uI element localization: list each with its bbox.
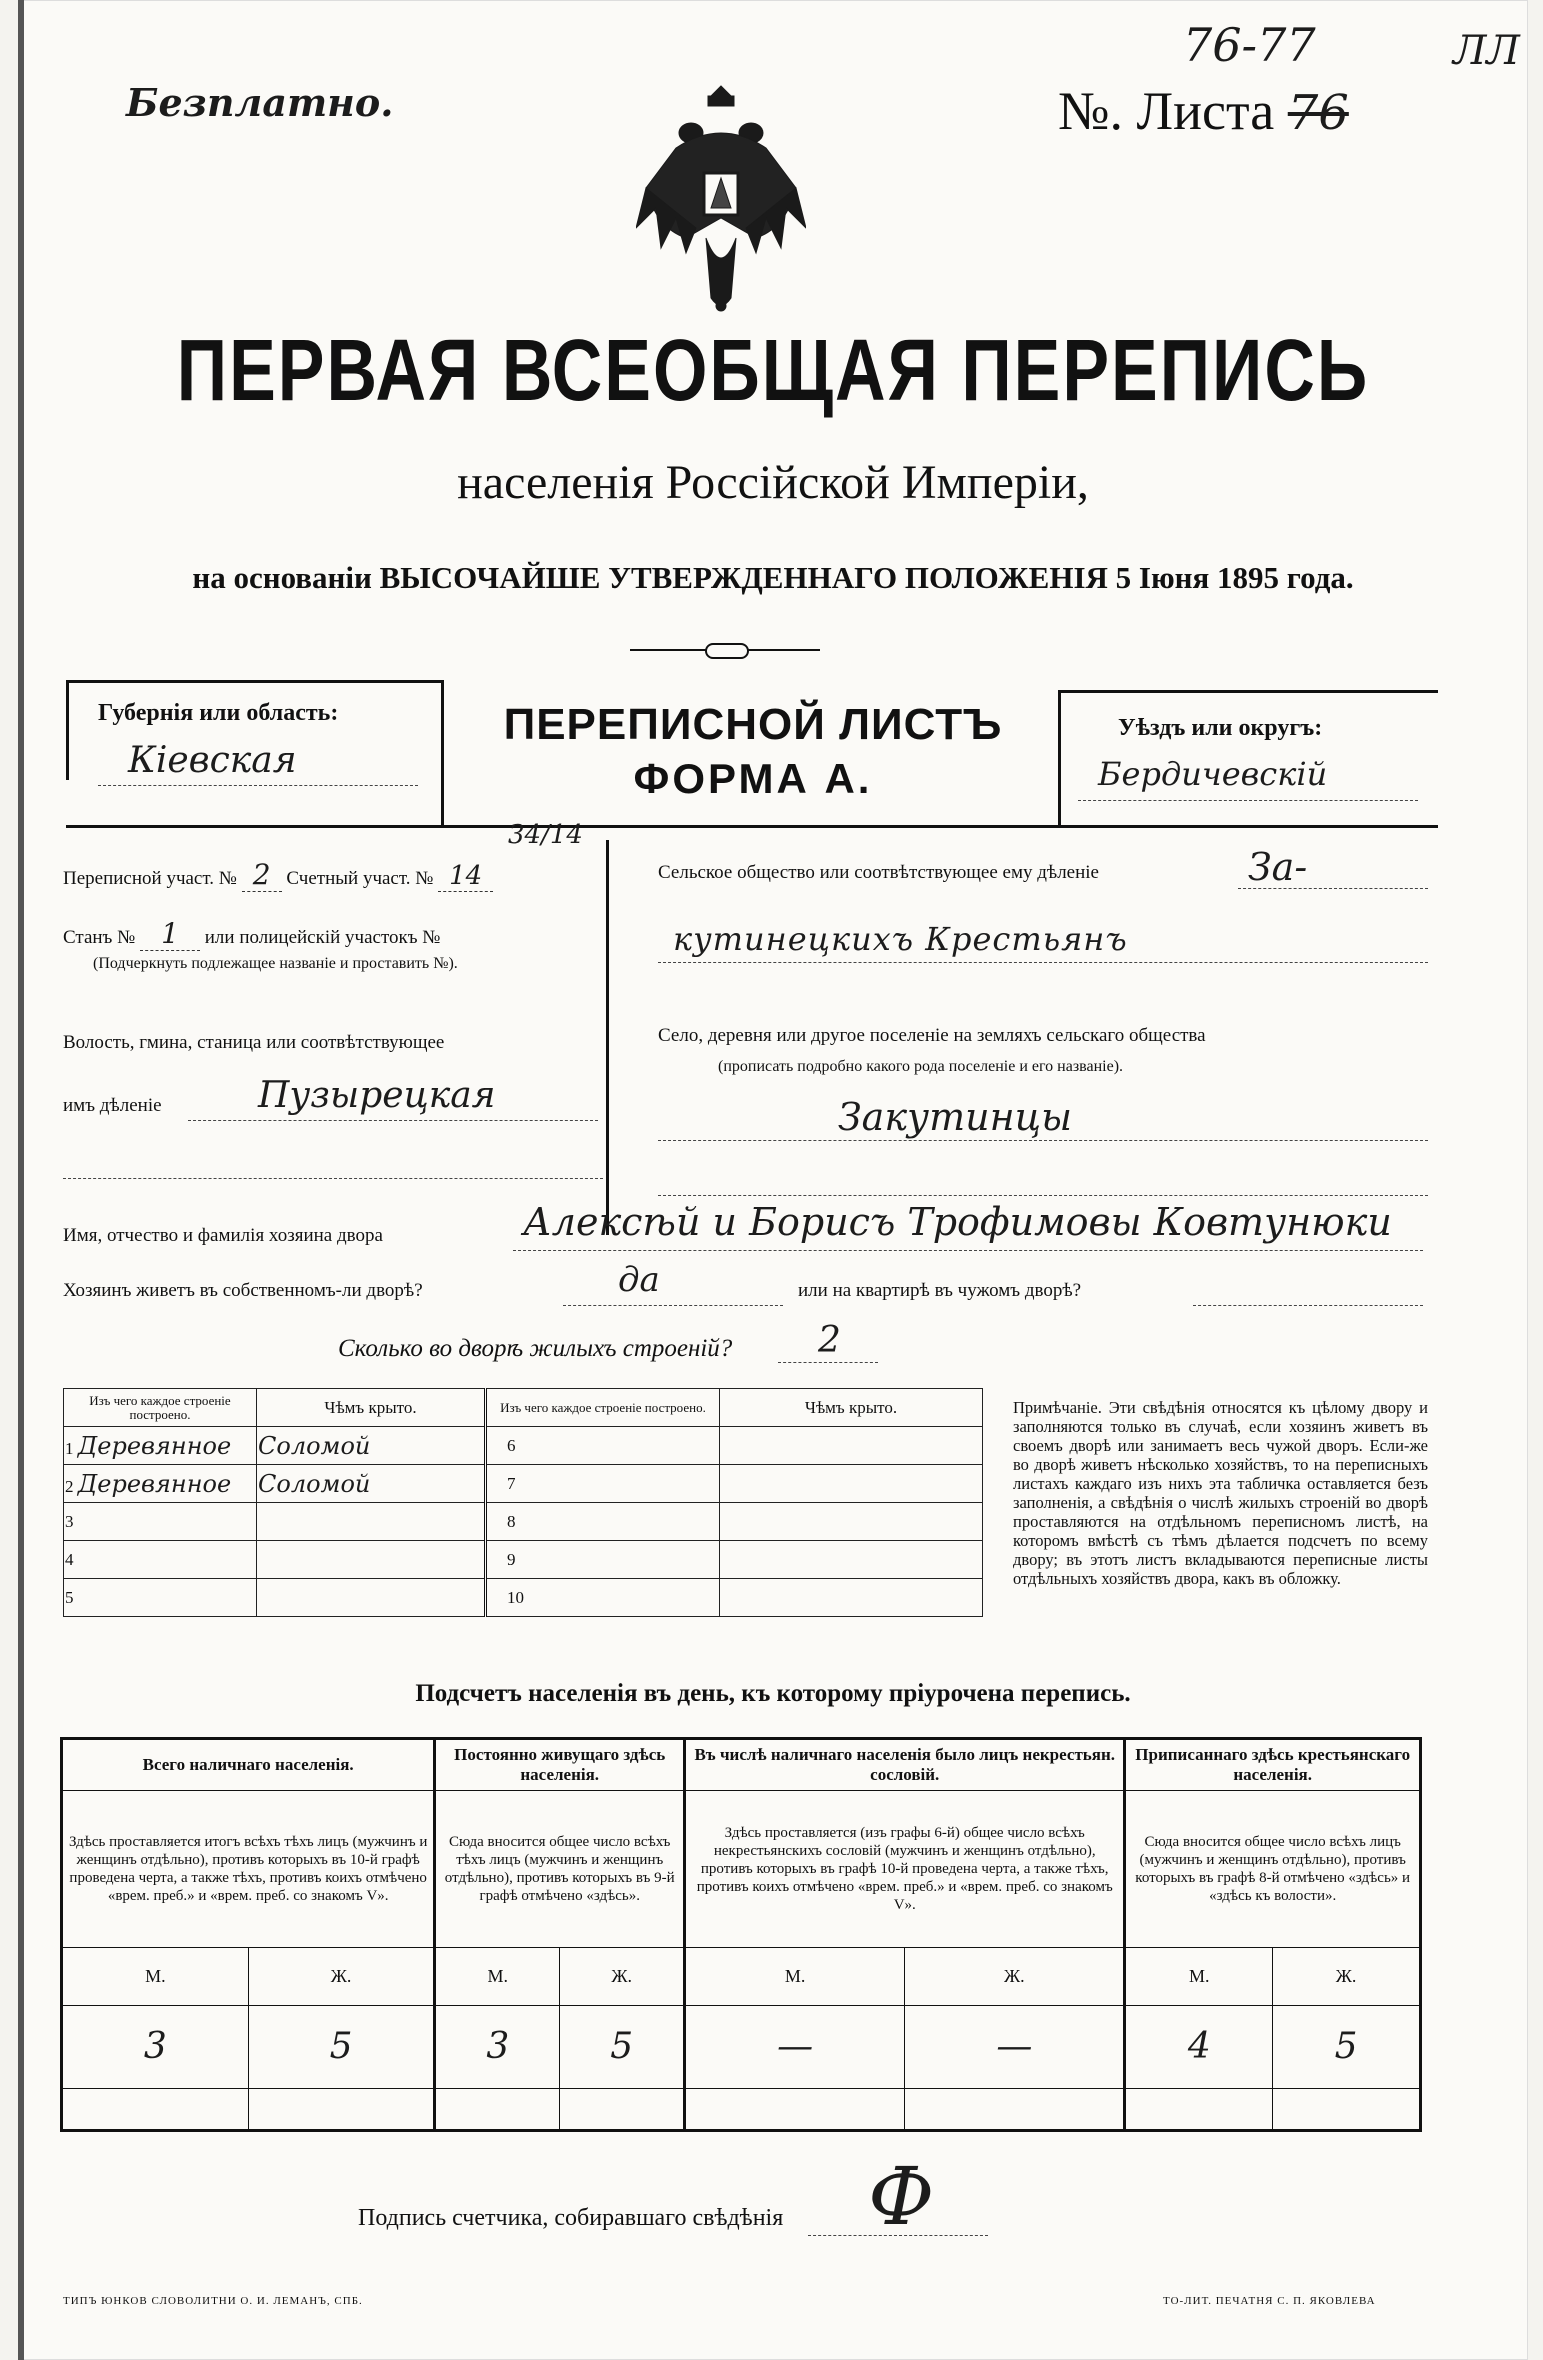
empty-cell [905, 2089, 1125, 2131]
ornament-divider [630, 643, 820, 657]
volost-value: Пузырецкая [258, 1075, 496, 1116]
table-row [64, 1503, 983, 1541]
signature-value: Ф [868, 2150, 935, 2243]
printer-left: ТИПЪ ЮНКОВ СЛОВОЛИТНИ О. И. ЛЕМАНЪ, СПБ. [63, 2295, 363, 2307]
permanent-m-value: 3 [435, 2005, 560, 2089]
m-label: М. [685, 1948, 905, 2005]
rule [778, 1362, 878, 1363]
society-value-2: кутинецкихъ Крестьянъ [673, 920, 1128, 958]
roof-value: Соломой [257, 1427, 486, 1465]
province-label: Губернія или область: [98, 700, 339, 726]
empty-cell [1125, 2089, 1273, 2131]
empty-cell [248, 2089, 435, 2131]
f-label: Ж. [1273, 1948, 1421, 2005]
rent-yard-label: или на квартирѣ въ чужомъ дворѣ? [798, 1280, 1082, 1301]
count-col-desc-non-peasant: Здѣсь проставляется (изъ графы 6-й) общее число всѣхъ некрестьянскихъ сословій (мужчинъ и женщинъ отдѣльно), противъ которыхъ въ графѣ 10-й проведена черта, а также тѣхъ, противъ коихъ отмѣчено «врем. преб.» и «врем. преб. со знакомъ V». [685, 1791, 1125, 1948]
roof-value [257, 1579, 486, 1617]
roof-value [720, 1541, 983, 1579]
buildings-table [63, 1388, 983, 1617]
roof-value [720, 1579, 983, 1617]
f-label: Ж. [560, 1948, 685, 2005]
society-label: Сельское общество или соотвѣтствующее ему дѣленіе [658, 862, 1099, 883]
row-number: 2 [65, 1476, 74, 1496]
count-col-head-peasant: Приписаннаго здѣсь крестьянскаго населенія. [1125, 1739, 1421, 1791]
row-number: 5 [65, 1587, 74, 1607]
table-row [64, 1427, 983, 1465]
count-col-desc-permanent: Сюда вносится общее число всѣхъ тѣхъ лицъ (мужчинъ и женщинъ отдѣльно), противъ которыхъ въ 9-й графѣ отмѣчено «здѣсь». [435, 1791, 685, 1948]
rule [98, 785, 418, 786]
rule [66, 680, 441, 683]
rule [1238, 888, 1428, 889]
roof-value [257, 1541, 486, 1579]
count-section-value: 14 [438, 861, 493, 892]
roof-value [720, 1503, 983, 1541]
f-label: Ж. [905, 1948, 1125, 2005]
village-value: Закутинцы [838, 1095, 1073, 1139]
police-label: или полицейскій участокъ № [204, 927, 441, 948]
sheet-number-value: 76 [1287, 85, 1349, 141]
empty-cell [62, 2089, 249, 2131]
row-number: 9 [486, 1541, 720, 1579]
row-number: 7 [486, 1465, 720, 1503]
table-row [64, 1541, 983, 1579]
rule [606, 840, 609, 1235]
col-material-header: Изъ чего каждое строеніе построено. [64, 1389, 257, 1427]
free-label: Безплатно. [126, 80, 394, 125]
rule [658, 1140, 1428, 1141]
rule [513, 1250, 1423, 1251]
roof-value [257, 1503, 486, 1541]
owner-name-value: Алексѣй и Борисъ Трофимовы Ковтунюки [523, 1200, 1392, 1244]
peasant-m-value: 4 [1125, 2005, 1273, 2089]
village-label: Село, деревня или другое поселеніе на земляхъ сельскаго общества [658, 1025, 1206, 1046]
form-type: ФОРМА А. [633, 755, 873, 802]
rule [66, 680, 69, 780]
printer-right: ТО-ЛИТ. ПЕЧАТНЯ С. П. ЯКОВЛЕВА [1163, 2295, 1376, 2307]
note-text: Примѣчаніе. Эти свѣдѣнія относятся къ цѣлому двору и заполняются только въ случаѣ, если хозяинъ живетъ въ своемъ дворѣ или занимаетъ весь чужой дворъ. Если-же во дворѣ живетъ нѣсколько хозяйствъ, то на переписныхъ листахъ каждаго изъ нихъ эта табличка оставляется безъ заполненія, а свѣдѣнія о числѣ жилыхъ строеній во дворѣ проставляются на отдѣльномъ переписномъ листѣ, на которомъ вмѣстѣ съ тѣмъ дѣлается подсчетъ по всему двору; въ этотъ листъ вкладываются переписные листы отдѣльныхъ хозяйствъ двора, какъ въ обложку. [1013, 1398, 1428, 1588]
rule [658, 1195, 1428, 1196]
census-section-value: 2 [242, 858, 282, 892]
count-section-label: Счетный участ. № [286, 868, 434, 889]
province-value: Кіевская [128, 740, 297, 781]
census-section-label: Переписной участ. № [63, 868, 237, 889]
count-col-head-permanent: Постоянно живущаго здѣсь населенія. [435, 1739, 685, 1791]
buildings-value: 2 [818, 1320, 841, 1361]
volost-label-2: имъ дѣленіе [63, 1095, 162, 1116]
legal-basis: на основаніи ВЫСОЧАЙШЕ УТВЕРЖДЕННАГО ПОЛОЖЕНІЯ 5 Іюня 1895 года. [192, 560, 1354, 595]
rule [63, 1178, 603, 1179]
binding-edge [18, 0, 24, 2360]
roof-value [720, 1427, 983, 1465]
row-number: 6 [486, 1427, 720, 1465]
sheet-number-block [1058, 80, 1349, 142]
total-f-value: 5 [248, 2005, 435, 2089]
census-section-row [63, 858, 493, 892]
row-number: 8 [486, 1503, 720, 1541]
f-label: Ж. [248, 1948, 435, 2005]
rule [563, 1305, 783, 1306]
roof-value: Соломой [257, 1465, 486, 1503]
stan-label: Станъ № [63, 927, 136, 948]
rule [66, 825, 1438, 828]
society-value: За- [1248, 845, 1308, 889]
volost-label: Волость, гмина, станица или соотвѣтствующее [63, 1032, 445, 1053]
rule [1058, 690, 1438, 693]
count-title: Подсчетъ населенія въ день, къ которому пріурочена перепись. [415, 1680, 1131, 1707]
rule [441, 680, 444, 825]
sheet-number-corrected: 76-77 [1183, 18, 1316, 72]
empty-cell [435, 2089, 560, 2131]
material-value: Деревянное [77, 1431, 232, 1460]
signature-label: Подпись счетчика, собиравшаго свѣдѣнія [358, 2205, 784, 2231]
permanent-f-value: 5 [560, 2005, 685, 2089]
m-label: М. [62, 1948, 249, 2005]
empty-cell [560, 2089, 685, 2131]
census-form-page [18, 0, 1528, 2360]
page-subtitle: населенія Россійской Имперіи, [457, 456, 1089, 509]
count-col-head-total: Всего наличнаго населенія. [62, 1739, 435, 1791]
rule [1078, 800, 1418, 801]
table-row [62, 2089, 1421, 2131]
row-number: 1 [65, 1438, 74, 1458]
sheet-number-label: №. Листа [1058, 81, 1275, 141]
m-label: М. [435, 1948, 560, 2005]
village-note: (прописать подробно какого рода поселеніе и его названіе). [718, 1058, 1124, 1075]
peasant-f-value: 5 [1273, 2005, 1421, 2089]
table-row [64, 1465, 983, 1503]
own-yard-value: да [618, 1260, 660, 1300]
count-col-desc-total: Здѣсь проставляется итогъ всѣхъ тѣхъ лицъ (мужчинъ и женщинъ отдѣльно), противъ которыхъ въ 10-й графѣ проведена черта, а также тѣхъ, противъ коихъ отмѣчено «врем. преб.» и «врем. преб. со знакомъ V». [62, 1791, 435, 1948]
stan-row [63, 917, 440, 951]
table-row [64, 1579, 983, 1617]
rule [188, 1120, 598, 1121]
total-m-value: 3 [62, 2005, 249, 2089]
roof-value [720, 1465, 983, 1503]
col-roof-header-2: Чѣмъ крыто. [720, 1389, 983, 1427]
stan-value: 1 [140, 917, 200, 951]
form-title: ПЕРЕПИСНОЙ ЛИСТЪ [503, 700, 1003, 749]
count-col-head-non-peasant: Въ числѣ наличнаго населенія было лицъ некрестьян. сословій. [685, 1739, 1125, 1791]
row-number: 4 [65, 1549, 74, 1569]
empty-cell [685, 2089, 905, 2131]
district-value: Бердичевскій [1098, 755, 1328, 793]
population-count-table [60, 1737, 1422, 2132]
col-roof-header: Чѣмъ крыто. [257, 1389, 486, 1427]
non-peasant-m-value: — [685, 2005, 905, 2089]
rule [1058, 690, 1061, 825]
non-peasant-f-value: — [905, 2005, 1125, 2089]
material-value: Деревянное [77, 1469, 232, 1498]
row-number: 3 [65, 1511, 74, 1531]
table-row [62, 2005, 1421, 2089]
district-label: Уѣздъ или округъ: [1118, 715, 1323, 741]
stan-note: (Подчеркнуть подлежащее названіе и проставить №). [93, 955, 458, 972]
empty-cell [1273, 2089, 1421, 2131]
rule [658, 962, 1428, 963]
imperial-eagle-emblem [636, 78, 806, 318]
rule [1193, 1305, 1423, 1306]
col-material-header-2: Изъ чего каждое строеніе построено. [486, 1389, 720, 1427]
count-section-note: 34/14 [508, 820, 583, 850]
corner-mark: ЛЛ [1453, 28, 1520, 74]
m-label: М. [1125, 1948, 1273, 2005]
buildings-label: Сколько во дворѣ жилыхъ строеній? [338, 1335, 733, 1362]
row-number: 10 [486, 1579, 720, 1617]
own-yard-label: Хозяинъ живетъ въ собственномъ-ли дворѣ? [63, 1280, 423, 1301]
page-title: ПЕРВАЯ ВСЕОБЩАЯ ПЕРЕПИСЬ [176, 321, 1370, 419]
owner-name-label: Имя, отчество и фамилія хозяина двора [63, 1225, 383, 1246]
count-col-desc-peasant: Сюда вносится общее число всѣхъ лицъ (мужчинъ и женщинъ отдѣльно), противъ которыхъ въ графѣ 8-й отмѣчено «здѣсь» и «здѣсь къ волости». [1125, 1791, 1421, 1948]
